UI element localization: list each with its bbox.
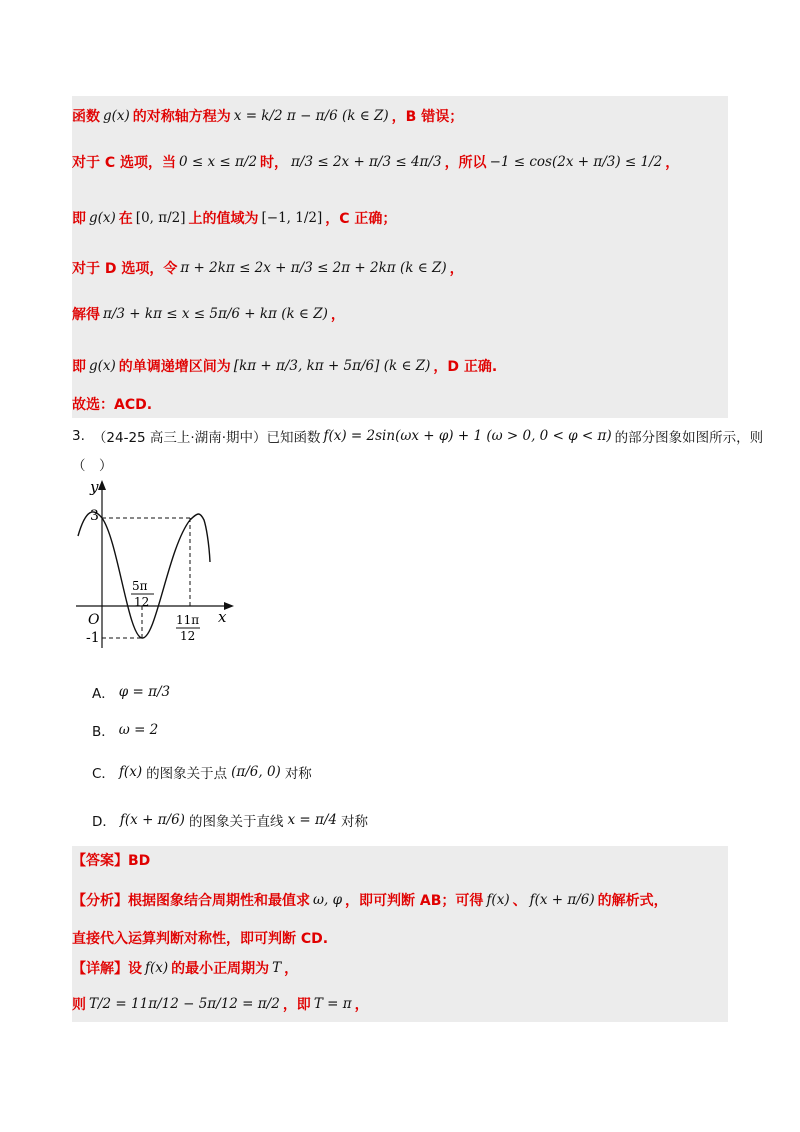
solution-line-1: [72, 106, 463, 126]
math-g-x: g(x): [103, 108, 130, 124]
text: 上的值域为: [188, 211, 259, 227]
text: 时，: [260, 155, 289, 171]
math-f-shift: f(x + π/6): [529, 892, 595, 908]
option-math: f(x + π/6): [119, 812, 185, 828]
text: ，所以: [444, 155, 487, 171]
text: 的最小正周期为: [171, 961, 270, 977]
function-graph: [72, 478, 242, 658]
option-d[interactable]: [92, 810, 368, 830]
text: ，: [330, 307, 345, 323]
question-stem: [72, 426, 763, 446]
text: 在: [118, 211, 133, 227]
svg-text:12: 12: [134, 595, 150, 609]
option-math: ω = 2: [118, 722, 159, 738]
svg-text:11π: 11π: [176, 613, 200, 627]
math-half-period: T/2 = 11π/12 − 5π/12 = π/2: [89, 996, 280, 1012]
y-max-label: 3: [90, 508, 99, 524]
answer-label: 【答案】BD: [72, 853, 151, 869]
math-interval: [0, π/2]: [135, 210, 186, 226]
y-label: y: [90, 478, 99, 496]
solution-line-7: [72, 394, 152, 414]
text: 直接代入运算判断对称性，即可判断 CD.: [72, 931, 329, 947]
option-math: (π/6, 0): [231, 764, 281, 780]
question-number: 3.: [72, 428, 85, 444]
math-axis-equation: x = k/2 π − π/6 (k ∈ Z): [233, 108, 389, 124]
math-omega-phi: ω, φ: [313, 892, 343, 908]
option-letter: D．: [92, 814, 116, 830]
analysis-line-1: [72, 890, 668, 910]
answer-line: [72, 850, 150, 870]
math-range-x: 0 ≤ x ≤ π/2: [179, 154, 258, 170]
text: ，: [284, 961, 299, 977]
text: ，: [449, 261, 464, 277]
text: 的单调递增区间为: [118, 359, 231, 375]
text: ，即可判断 AB；可得: [345, 893, 484, 909]
y-min-label: -1: [86, 630, 100, 646]
text: ，D 正确.: [433, 359, 498, 375]
option-math: x = π/4: [287, 812, 337, 828]
solution-line-4: [72, 258, 464, 278]
text: 即: [72, 211, 86, 227]
x-label: x: [218, 608, 227, 626]
math-value-range: [−1, 1/2]: [261, 210, 323, 226]
solution-line-2: [72, 152, 679, 172]
option-letter: C．: [92, 766, 115, 782]
detail-line-1: [72, 958, 298, 978]
text: ，: [354, 997, 369, 1013]
x1-tick-label: [131, 579, 154, 609]
text: 解得: [72, 307, 100, 323]
question-function: f(x) = 2sin(ωx + φ) + 1 (ω > 0, 0 < φ < π): [323, 428, 612, 444]
text: 【详解】设: [72, 961, 142, 977]
option-text: 对称: [341, 814, 368, 830]
option-b[interactable]: [92, 720, 162, 740]
question-source: （24-25 高三上·湖南·期中）已知函数: [92, 430, 321, 446]
text: 的对称轴方程为: [132, 109, 231, 125]
text: ，B 错误；: [391, 109, 464, 125]
detail-line-2: [72, 994, 369, 1014]
math-solution: π/3 + kπ ≤ x ≤ 5π/6 + kπ (k ∈ Z): [103, 306, 328, 322]
x-axis: [76, 602, 234, 610]
math-range-2x: π/3 ≤ 2x + π/3 ≤ 4π/3: [291, 154, 442, 170]
option-math: f(x): [118, 764, 143, 780]
x2-tick-label: [176, 613, 200, 643]
question-blank: [72, 454, 113, 474]
math-inequality: π + 2kπ ≤ 2x + π/3 ≤ 2π + 2kπ (k ∈ Z): [180, 260, 447, 276]
option-letter: A．: [92, 686, 115, 702]
answer-blank: （ ）: [72, 458, 113, 474]
text: 则: [72, 997, 86, 1013]
text: ，即: [282, 997, 311, 1013]
option-text: 的图象关于点: [146, 766, 228, 782]
solution-line-5: [72, 304, 345, 324]
option-c[interactable]: [92, 762, 312, 782]
math-f-x: f(x): [486, 892, 510, 908]
origin-label: O: [88, 612, 100, 628]
question-tail: 的部分图象如图所示，则: [614, 430, 764, 446]
text: 即: [72, 359, 86, 375]
solution-line-3: [72, 208, 396, 228]
option-a[interactable]: [92, 682, 174, 702]
text: ，C 正确；: [325, 211, 397, 227]
text: 的解析式，: [597, 893, 668, 909]
math-period: T = π: [313, 996, 352, 1012]
math-g-x: g(x): [89, 358, 116, 374]
text: ，: [665, 155, 680, 171]
text: 【分析】根据图象结合周期性和最值求: [72, 893, 310, 909]
solution-line-6: [72, 356, 497, 376]
option-math: φ = π/3: [118, 684, 171, 700]
text: 对于 D 选项，令: [72, 261, 178, 277]
analysis-line-2: [72, 928, 328, 948]
svg-text:12: 12: [180, 629, 196, 643]
option-text: 对称: [284, 766, 312, 782]
math-g-x: g(x): [89, 210, 116, 226]
math-f-x: f(x): [145, 960, 169, 976]
option-letter: B．: [92, 724, 115, 740]
final-choice: 故选：ACD.: [72, 397, 153, 413]
text: 函数: [72, 109, 100, 125]
math-cos-range: −1 ≤ cos(2x + π/3) ≤ 1/2: [489, 154, 663, 170]
svg-text:5π: 5π: [132, 579, 148, 593]
math-increasing-interval: [kπ + π/3, kπ + 5π/6] (k ∈ Z): [233, 358, 431, 374]
math-T: T: [272, 960, 282, 976]
text: 、: [512, 893, 527, 909]
text: 对于 C 选项，当: [72, 155, 177, 171]
option-text: 的图象关于直线: [188, 814, 284, 830]
